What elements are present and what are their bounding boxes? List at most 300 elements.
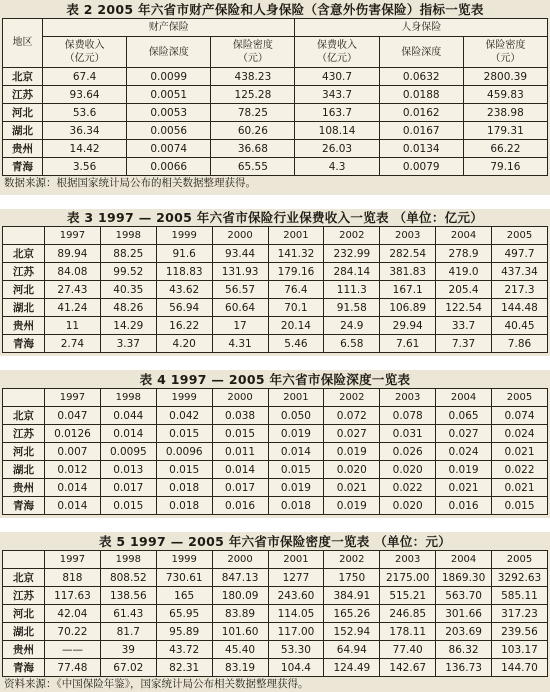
table-cell: 0.0126 [45,425,101,443]
table-row [3,317,548,335]
table-cell: 0.0167 [379,122,463,140]
table-cell: 60.64 [212,299,268,317]
table-cell: 585.11 [492,587,548,605]
table-cell: 437.34 [492,263,548,281]
table-cell: 0.014 [100,425,156,443]
table-row [3,641,548,659]
column-header-unit: （元） [237,53,268,64]
table-cell: 0.0099 [127,68,211,86]
table-cell: 11 [45,317,101,335]
section-gap [0,518,550,532]
table-cell: 0.014 [212,461,268,479]
table-row [3,263,548,281]
table-cell: 0.0096 [156,443,212,461]
table-cell: 0.016 [436,497,492,515]
table2-block [2,2,548,191]
table-cell: 0.024 [492,425,548,443]
table-row [3,299,548,317]
row-region-label: 湖北 [3,461,45,479]
year-header: 2005 [492,227,548,245]
table-cell: 5.46 [268,335,324,353]
table-cell: 0.0162 [379,104,463,122]
year-header: 2000 [212,227,268,245]
table-cell: 93.44 [212,245,268,263]
table-cell: 0.0074 [127,140,211,158]
table-cell: 142.67 [380,659,436,677]
table-cell: 0.019 [268,425,324,443]
year-header: 2001 [268,389,324,407]
table-cell: 91.6 [156,245,212,263]
table-cell: 3.56 [43,158,127,176]
table-cell: 0.011 [212,443,268,461]
table-cell: 0.0134 [379,140,463,158]
year-header: 1998 [100,389,156,407]
table-cell: 438.23 [211,68,295,86]
table-cell: 136.73 [436,659,492,677]
table-cell: 3292.63 [492,569,548,587]
table-cell: 0.017 [100,479,156,497]
table-cell: 108.14 [295,122,379,140]
table-cell: 217.3 [492,281,548,299]
year-header: 2004 [436,551,492,569]
year-header: 1998 [100,227,156,245]
table-cell: 430.7 [295,68,379,86]
table-row [3,281,548,299]
table-cell: 16.22 [156,317,212,335]
table-row [3,623,548,641]
table-cell: 152.94 [324,623,380,641]
table-cell: 2.74 [45,335,101,353]
table-cell: 33.7 [436,317,492,335]
table-cell: 0.007 [45,443,101,461]
table-cell: 0.0053 [127,104,211,122]
table-cell: 0.015 [156,425,212,443]
table-cell: 0.0066 [127,158,211,176]
table-cell: 65.95 [156,605,212,623]
table-cell: 101.60 [212,623,268,641]
year-header: 1999 [156,551,212,569]
row-region-label: 河北 [3,104,43,122]
table-cell: 118.83 [156,263,212,281]
column-header-label: 保险深度 [148,46,189,58]
table-cell: 497.7 [492,245,548,263]
table-cell: 0.019 [268,479,324,497]
column-header-label: 保险深度 [401,46,442,58]
table2-column-header [211,37,295,68]
table-cell: 40.35 [100,281,156,299]
year-header: 1999 [156,227,212,245]
table-cell: 36.68 [211,140,295,158]
table-cell: 0.020 [380,497,436,515]
table-cell: 20.14 [268,317,324,335]
row-region-label: 贵州 [3,641,45,659]
table-cell: 0.017 [212,479,268,497]
table-cell: 0.019 [436,461,492,479]
section-gap [0,356,550,370]
table-cell: 82.31 [156,659,212,677]
table-cell: 0.0095 [100,443,156,461]
row-region-label: 北京 [3,68,43,86]
table-cell: 83.89 [212,605,268,623]
row-region-label: 湖北 [3,623,45,641]
year-header: 2005 [492,389,548,407]
table-cell: 1277 [268,569,324,587]
table-cell: 563.70 [436,587,492,605]
table-row [3,587,548,605]
table2-group-header-property: 财产保险 [43,19,295,37]
year-header: 2000 [212,551,268,569]
table-cell: 0.015 [212,425,268,443]
table-cell: 2800.39 [463,68,547,86]
table5-title: 表 5 1997 — 2005 年六省市保险密度一览表 （单位：元） [98,534,452,549]
table-cell: 1869.30 [436,569,492,587]
table-cell: 0.027 [324,425,380,443]
table-cell: 0.047 [45,407,101,425]
row-region-label: 青海 [3,335,45,353]
table-row [3,659,548,677]
table-cell: 53.30 [268,641,324,659]
table-cell: 282.54 [380,245,436,263]
table-cell: 0.014 [45,479,101,497]
year-header: 2004 [436,389,492,407]
year-header: 2001 [268,227,324,245]
year-header: 2003 [380,389,436,407]
table-cell: 0.020 [380,461,436,479]
table-cell: 84.08 [45,263,101,281]
section-gap [0,195,550,209]
table-cell: 6.58 [324,335,380,353]
table2-column-header [295,37,379,68]
table-cell: 67.4 [43,68,127,86]
table-cell: 76.4 [268,281,324,299]
table-cell: 60.26 [211,122,295,140]
table-row [3,479,548,497]
table-cell: 3.37 [100,335,156,353]
table-cell: 45.40 [212,641,268,659]
table-cell: 114.05 [268,605,324,623]
table3-block [2,210,548,353]
table-cell: 93.64 [43,86,127,104]
row-region-label: 河北 [3,281,45,299]
table-cell: 0.015 [156,461,212,479]
row-region-label: 湖北 [3,122,43,140]
row-region-label: 北京 [3,407,45,425]
table2-title: 表 2 2005 年六省市财产保险和人身保险（含意外伤害保险）指标一览表 [66,2,484,17]
table-cell: 27.43 [45,281,101,299]
table-cell: 56.94 [156,299,212,317]
table-cell: 26.03 [295,140,379,158]
row-region-label: 青海 [3,659,45,677]
table-cell: 847.13 [212,569,268,587]
table-cell: 41.24 [45,299,101,317]
table-cell: 0.022 [380,479,436,497]
year-header: 2002 [324,551,380,569]
table4 [2,388,548,515]
table-cell: 144.70 [492,659,548,677]
table-cell: 163.7 [295,104,379,122]
table-row [3,86,548,104]
table-cell: 0.019 [324,443,380,461]
table-cell: 0.021 [492,479,548,497]
table-cell: 131.93 [212,263,268,281]
table-cell: 1750 [324,569,380,587]
table-cell: 117.00 [268,623,324,641]
corner-cell [3,227,45,245]
table-cell: 89.94 [45,245,101,263]
corner-cell [3,389,45,407]
column-header-unit: （亿元） [317,53,358,64]
row-region-label: 北京 [3,245,45,263]
table-cell: 106.89 [380,299,436,317]
table-cell: 284.14 [324,263,380,281]
table3 [2,226,548,353]
row-region-label: 青海 [3,497,45,515]
table-cell: 0.0632 [379,68,463,86]
table-cell: 122.54 [436,299,492,317]
year-header: 2002 [324,389,380,407]
row-region-label: 河北 [3,443,45,461]
table-cell: 77.40 [380,641,436,659]
table-cell: 205.4 [436,281,492,299]
table-cell: 39 [100,641,156,659]
table-cell: 48.26 [100,299,156,317]
table-cell: 67.02 [100,659,156,677]
column-header-label: 保险密度 [485,40,526,51]
table-cell: 0.0051 [127,86,211,104]
table-cell: 0.042 [156,407,212,425]
table-cell: 0.072 [324,407,380,425]
table-cell: 7.37 [436,335,492,353]
table-cell: 0.018 [156,479,212,497]
table-cell: 0.078 [380,407,436,425]
table-cell: 246.85 [380,605,436,623]
table4-title: 表 4 1997 — 2005 年六省市保险深度一览表 [139,372,411,387]
table-cell: 0.015 [492,497,548,515]
table-cell: 77.48 [45,659,101,677]
table-cell: 0.031 [380,425,436,443]
table-cell: 0.021 [324,479,380,497]
table-cell: 384.91 [324,587,380,605]
table-cell: 0.015 [100,497,156,515]
table-cell: 7.86 [492,335,548,353]
table2-column-header [463,37,547,68]
table-cell: 0.0056 [127,122,211,140]
table-cell: 53.6 [43,104,127,122]
table-row [3,407,548,425]
table-cell: 0.024 [436,443,492,461]
table-cell: 0.015 [268,461,324,479]
table-row [3,605,548,623]
table-cell: 808.52 [100,569,156,587]
table-cell: 70.1 [268,299,324,317]
table2-column-header [379,37,463,68]
year-header: 1997 [45,551,101,569]
table-row [3,140,548,158]
table-row [3,104,548,122]
table-cell: 99.52 [100,263,156,281]
table-cell: 343.7 [295,86,379,104]
table-cell: 167.1 [380,281,436,299]
table-row [3,245,548,263]
table-cell: 515.21 [380,587,436,605]
table5-block [2,534,548,692]
table-cell: 278.9 [436,245,492,263]
table-cell: 0.074 [492,407,548,425]
table-cell: 4.31 [212,335,268,353]
table2-region-header: 地区 [3,19,43,68]
row-region-label: 江苏 [3,425,45,443]
table-cell: 79.16 [463,158,547,176]
table-cell: 66.22 [463,140,547,158]
table3-title: 表 3 1997 — 2005 年六省市保险行业保费收入一览表 （单位：亿元） [66,210,484,225]
table-cell: 0.018 [268,497,324,515]
table-cell: 81.7 [100,623,156,641]
table-cell: 42.04 [45,605,101,623]
table2-source-note: 数据来源：根据国家统计局公布的相关数据整理获得。 [4,177,256,189]
table-cell: —— [45,641,101,659]
column-header-unit: （亿元） [64,53,105,64]
table-cell: 124.49 [324,659,380,677]
table-cell: 29.94 [380,317,436,335]
table-cell: 70.22 [45,623,101,641]
year-header: 1998 [100,551,156,569]
row-region-label: 江苏 [3,86,43,104]
column-header-label: 保费收入 [64,40,105,51]
year-header: 1997 [45,389,101,407]
year-header: 1999 [156,389,212,407]
table-cell: 0.027 [436,425,492,443]
table-cell: 459.83 [463,86,547,104]
table-cell: 239.56 [492,623,548,641]
table-cell: 0.021 [492,443,548,461]
column-header-label: 保费收入 [317,40,358,51]
table-cell: 0.013 [100,461,156,479]
table-cell: 381.83 [380,263,436,281]
table-cell: 0.038 [212,407,268,425]
table-cell: 88.25 [100,245,156,263]
table4-block [2,372,548,515]
year-header: 2003 [380,227,436,245]
table-cell: 138.56 [100,587,156,605]
table-cell: 0.021 [436,479,492,497]
table-cell: 14.42 [43,140,127,158]
table-row [3,461,548,479]
table-cell: 0.0188 [379,86,463,104]
row-region-label: 江苏 [3,263,45,281]
table-cell: 0.050 [268,407,324,425]
table-row [3,158,548,176]
column-header-unit: （元） [490,53,521,64]
row-region-label: 贵州 [3,479,45,497]
table-cell: 0.065 [436,407,492,425]
table-cell: 243.60 [268,587,324,605]
table-row [3,68,548,86]
table-cell: 165.26 [324,605,380,623]
table-cell: 24.9 [324,317,380,335]
table-cell: 0.012 [45,461,101,479]
table-cell: 117.63 [45,587,101,605]
table-cell: 0.022 [492,461,548,479]
table-cell: 36.34 [43,122,127,140]
table-cell: 91.58 [324,299,380,317]
table-cell: 0.018 [156,497,212,515]
table-cell: 179.31 [463,122,547,140]
table-cell: 78.25 [211,104,295,122]
column-header-label: 保险密度 [232,40,273,51]
table-cell: 0.019 [324,497,380,515]
table-cell: 0.026 [380,443,436,461]
table-cell: 111.3 [324,281,380,299]
table-row [3,443,548,461]
row-region-label: 青海 [3,158,43,176]
year-header: 2000 [212,389,268,407]
table5 [2,550,548,677]
table-cell: 0.044 [100,407,156,425]
table2-group-header-life: 人身保险 [295,19,548,37]
table-row [3,122,548,140]
table-cell: 0.020 [324,461,380,479]
row-region-label: 河北 [3,605,45,623]
table-cell: 818 [45,569,101,587]
table-cell: 7.61 [380,335,436,353]
table-cell: 165 [156,587,212,605]
table-cell: 0.014 [268,443,324,461]
year-header: 1997 [45,227,101,245]
table-row [3,497,548,515]
table-cell: 40.45 [492,317,548,335]
year-header: 2002 [324,227,380,245]
table-cell: 0.014 [45,497,101,515]
table-cell: 17 [212,317,268,335]
table-cell: 86.32 [436,641,492,659]
table-cell: 103.17 [492,641,548,659]
table-cell: 0.0079 [379,158,463,176]
table-cell: 43.62 [156,281,212,299]
table-cell: 0.016 [212,497,268,515]
table-cell: 419.0 [436,263,492,281]
table-cell: 144.48 [492,299,548,317]
table-row [3,335,548,353]
table-cell: 125.28 [211,86,295,104]
table-cell: 65.55 [211,158,295,176]
table-cell: 2175.00 [380,569,436,587]
table-cell: 56.57 [212,281,268,299]
table2 [2,18,548,176]
table-cell: 104.4 [268,659,324,677]
row-region-label: 贵州 [3,140,43,158]
table-cell: 179.16 [268,263,324,281]
table-cell: 61.43 [100,605,156,623]
table-cell: 301.66 [436,605,492,623]
year-header: 2005 [492,551,548,569]
table-cell: 95.89 [156,623,212,641]
corner-cell [3,551,45,569]
table-cell: 730.61 [156,569,212,587]
table-cell: 232.99 [324,245,380,263]
table-cell: 43.72 [156,641,212,659]
year-header: 2001 [268,551,324,569]
year-header: 2004 [436,227,492,245]
table-cell: 238.98 [463,104,547,122]
row-region-label: 北京 [3,569,45,587]
table-cell: 203.69 [436,623,492,641]
row-region-label: 江苏 [3,587,45,605]
table-row [3,425,548,443]
table-cell: 64.94 [324,641,380,659]
table-cell: 4.20 [156,335,212,353]
year-header: 2003 [380,551,436,569]
table-row [3,569,548,587]
